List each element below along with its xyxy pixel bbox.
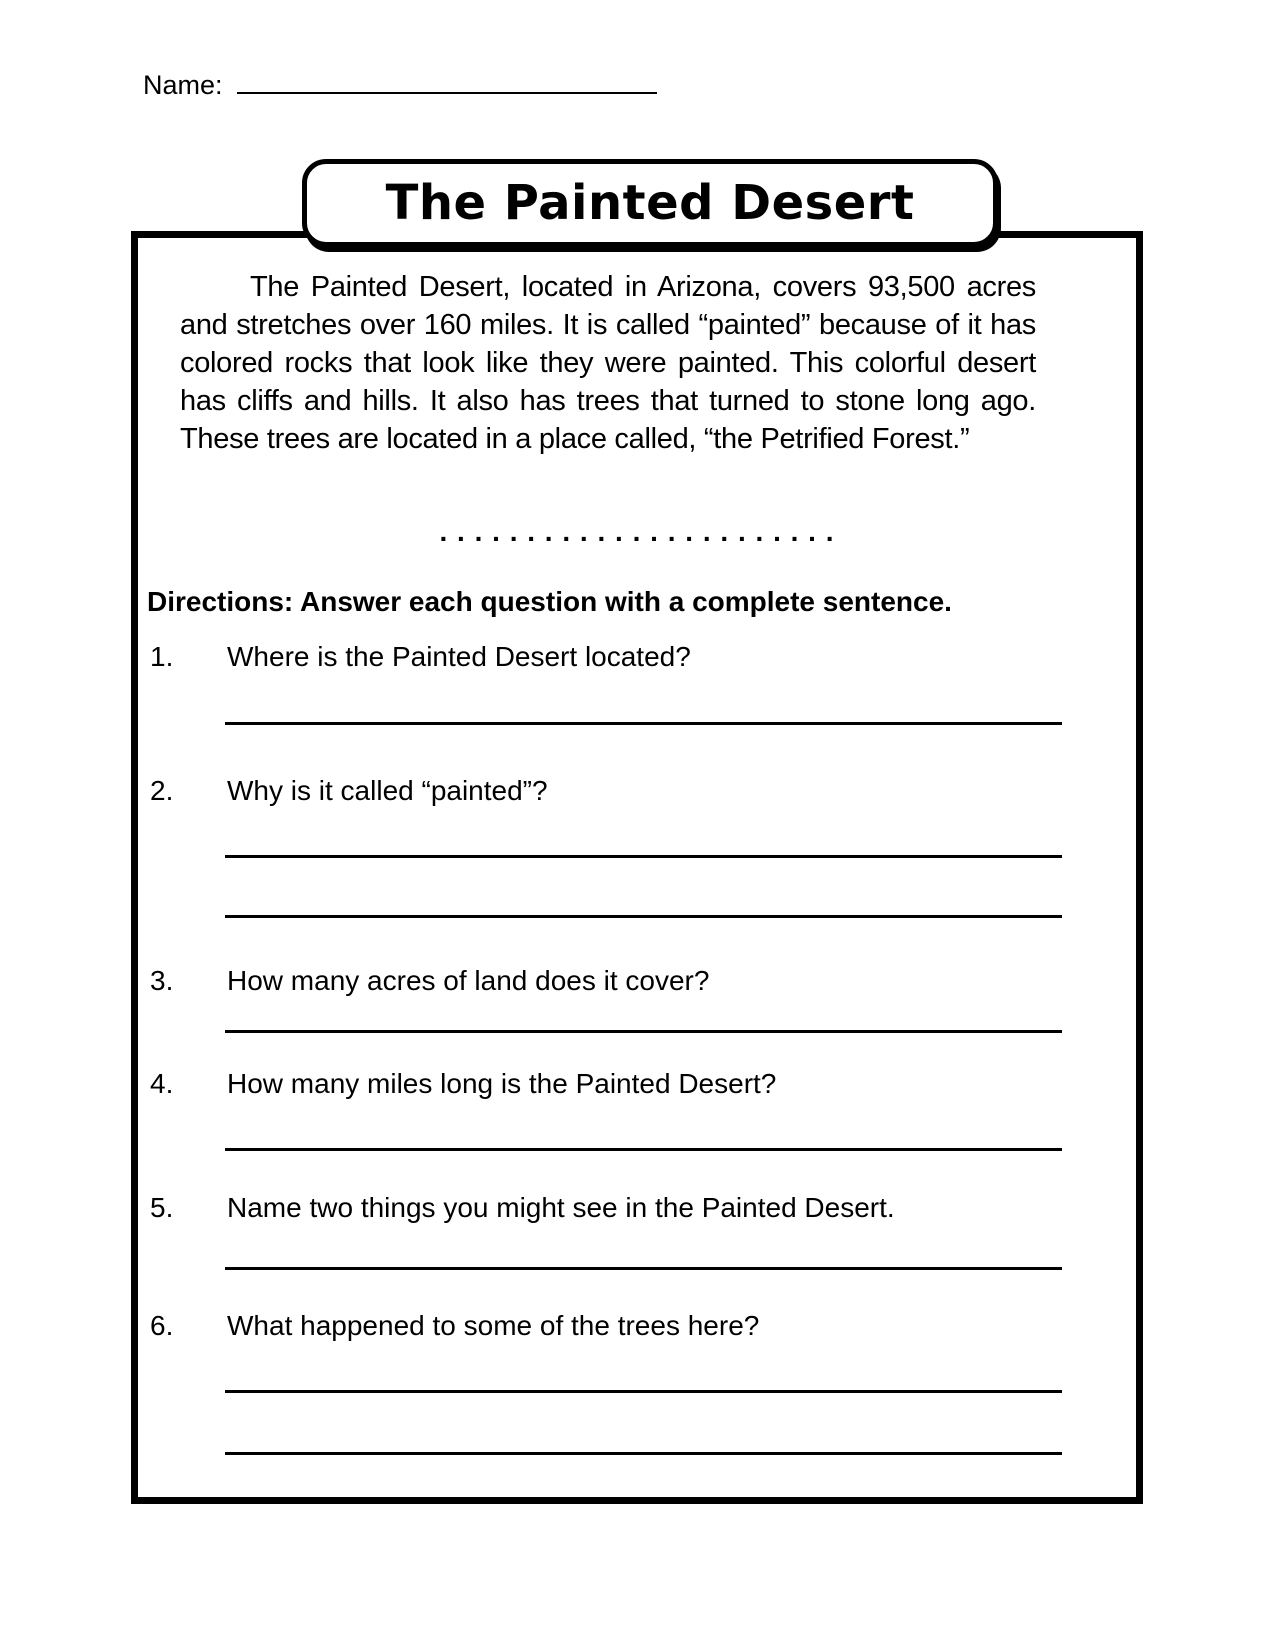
question-number: 4. xyxy=(150,1068,174,1099)
answer-line[interactable] xyxy=(225,1148,1062,1151)
reading-passage: The Painted Desert, located in Arizona, covers 93,500 acres and stretches over 160 miles. It is called “painted” because of it has colored rocks that look like they were painted. This colorful desert has cliffs and hills. It also has trees that turned to stone long ago. These trees are located in a place called, “the Petrified Forest.” xyxy=(180,271,1036,455)
question-item xyxy=(150,1192,895,1224)
question-number: 3. xyxy=(150,965,174,996)
answer-line[interactable] xyxy=(225,855,1062,858)
worksheet-frame xyxy=(131,231,1143,1504)
question-text: Name two things you might see in the Painted Desert. xyxy=(227,1192,895,1223)
answer-line[interactable] xyxy=(225,722,1062,725)
question-text: Why is it called “painted”? xyxy=(227,775,548,806)
page-title: The Painted Desert xyxy=(385,175,915,231)
dotted-separator: . . . . . . . . . . . . . . . . . . . . . . . xyxy=(439,516,835,547)
question-number: 5. xyxy=(150,1192,174,1223)
question-item xyxy=(150,641,691,673)
answer-line[interactable] xyxy=(225,1452,1062,1455)
question-item xyxy=(150,965,709,997)
answer-line[interactable] xyxy=(225,915,1062,918)
directions-text: Directions: Answer each question with a complete sentence. xyxy=(147,586,952,617)
question-item xyxy=(150,1068,776,1100)
answer-line[interactable] xyxy=(225,1267,1062,1270)
question-number: 1. xyxy=(150,641,174,672)
question-text: Where is the Painted Desert located? xyxy=(227,641,691,672)
answer-line[interactable] xyxy=(225,1030,1062,1033)
question-text: How many miles long is the Painted Desert? xyxy=(227,1068,777,1099)
question-text: What happened to some of the trees here? xyxy=(227,1310,760,1341)
question-number: 6. xyxy=(150,1310,174,1341)
question-item xyxy=(150,775,548,807)
question-text: How many acres of land does it cover? xyxy=(227,965,710,996)
name-blank-line[interactable] xyxy=(237,64,657,94)
name-label: Name: xyxy=(143,70,223,100)
name-row xyxy=(143,64,657,101)
question-number: 2. xyxy=(150,775,174,806)
answer-line[interactable] xyxy=(225,1390,1062,1393)
title-box xyxy=(302,159,998,247)
question-item xyxy=(150,1310,759,1342)
